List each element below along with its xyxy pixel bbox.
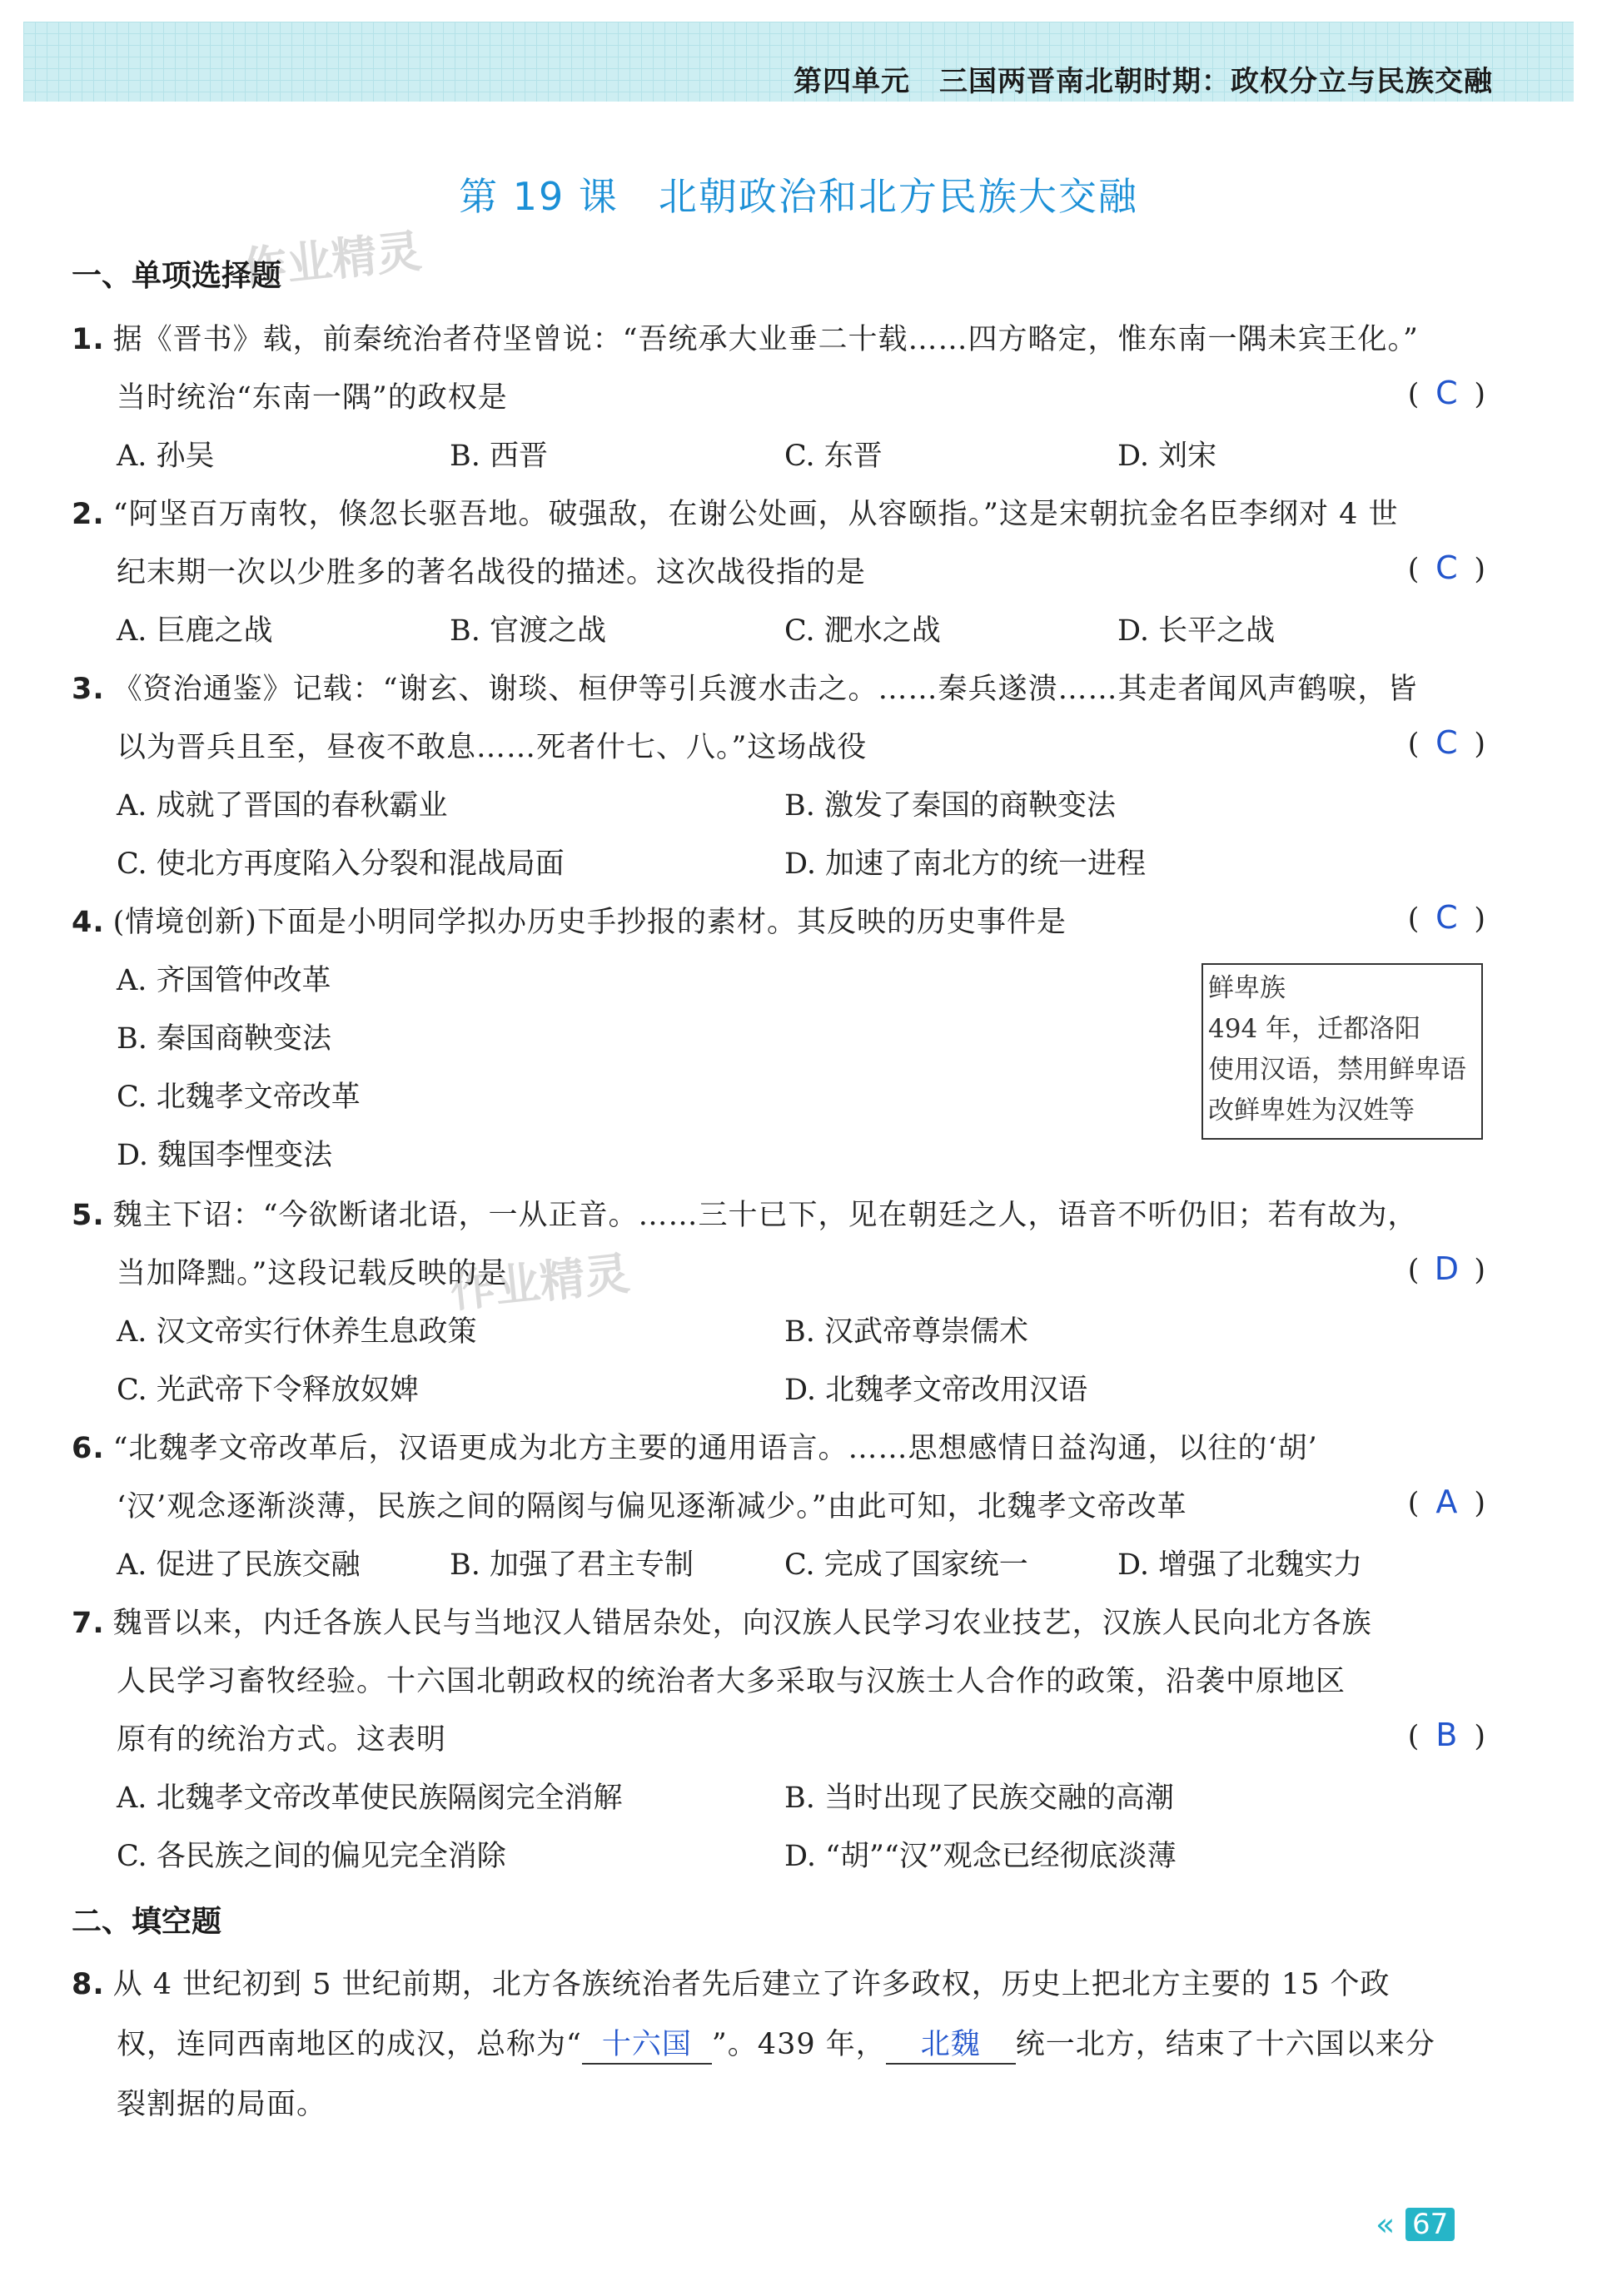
answer: C: [1435, 899, 1458, 936]
option: A. 促进了民族交融: [117, 1548, 361, 1582]
question-7-line: 原有的统治方式。这表明: [117, 1723, 447, 1757]
option: B. 加强了君主专制: [450, 1548, 694, 1582]
fill-blank: 北魏: [886, 2021, 1016, 2065]
option: D. 增强了北魏实力: [1117, 1548, 1363, 1582]
answer-paren: ( D ): [1407, 1250, 1485, 1287]
option: D. “胡”“汉”观念已经彻底淡薄: [784, 1840, 1177, 1873]
answer-paren: ( A ): [1407, 1483, 1485, 1520]
material-line: 494 年，迁都洛阳: [1208, 1014, 1421, 1044]
unit-title: 第四单元 三国两晋南北朝时期：政权分立与民族交融: [794, 65, 1493, 98]
question-2-line: 纪末期一次以少胜多的著名战役的描述。这次战役指的是: [117, 556, 867, 589]
watermark: 作业精灵: [239, 224, 425, 296]
option: C. 北魏孝文帝改革: [117, 1081, 361, 1114]
option: A. 汉文帝实行休养生息政策: [117, 1315, 477, 1349]
page-arrow-icon: «: [1376, 2206, 1396, 2243]
material-line: 改鲜卑姓为汉姓等: [1208, 1096, 1415, 1126]
option: D. 长平之战: [1117, 614, 1276, 648]
option: A. 北魏孝文帝改革使民族隔阂完全消解: [117, 1782, 623, 1815]
section-heading-fill: 二、填空题: [72, 1905, 222, 1939]
answer: B: [1435, 1717, 1458, 1753]
answer: A: [1435, 1483, 1458, 1520]
question-7-line: 7. 魏晋以来，内迁各族人民与当地汉人错居杂处，向汉族人民学习农业技艺，汉族人民向北方各族: [72, 1607, 1372, 1640]
option: D. 加速了南北方的统一进程: [784, 847, 1147, 881]
question-number: 6.: [72, 1432, 105, 1465]
fill-blank: 十六国: [582, 2021, 712, 2065]
answer-paren: ( B ): [1407, 1717, 1485, 1753]
question-number: 1.: [72, 323, 105, 356]
page-number: 67: [1405, 2208, 1455, 2241]
option: B. 激发了秦国的商鞅变法: [784, 789, 1116, 822]
option: A. 孙吴: [117, 440, 215, 473]
question-5-line: 当加降黜。”这段记载反映的是: [117, 1257, 508, 1290]
answer-paren: ( C ): [1407, 375, 1485, 411]
option: C. 淝水之战: [784, 614, 941, 648]
option: C. 东晋: [784, 440, 883, 473]
answer-paren: ( C ): [1407, 899, 1485, 936]
option: D. 北魏孝文帝改用汉语: [784, 1374, 1088, 1407]
lesson-title: 第 19 课 北朝政治和北方民族大交融: [459, 174, 1138, 219]
question-2-line: 2. “阿坚百万南牧，倏忽长驱吾地。破强敌，在谢公处画，从容颐指。”这是宋朝抗金名臣李纲对 4 世: [72, 498, 1399, 531]
material-line: 鲜卑族: [1208, 973, 1286, 1003]
option: C. 使北方再度陷入分裂和混战局面: [117, 847, 565, 881]
option: D. 刘宋: [1117, 440, 1217, 473]
question-number: 2.: [72, 498, 105, 531]
option: A. 巨鹿之战: [117, 614, 273, 648]
question-number: 3.: [72, 673, 105, 706]
question-number: 7.: [72, 1607, 105, 1640]
question-8-line: 裂割据的局面。: [117, 2088, 327, 2121]
option: A. 齐国管仲改革: [117, 964, 331, 997]
question-3-line: 以为晋兵且至，昼夜不敢息……死者什七、八。”这场战役: [117, 731, 868, 764]
question-number: 4.: [72, 906, 105, 939]
question-6-line: ‘汉’观念逐渐淡薄，民族之间的隔阂与偏见逐渐减少。”由此可知，北魏孝文帝改革: [117, 1490, 1187, 1523]
question-8-line: 权，连同西南地区的成汉，总称为“ 十六国 ”。439 年， 北魏 统一北方，结束了十六国以来分: [117, 2021, 1435, 2065]
question-8-line: 8. 从 4 世纪初到 5 世纪前期，北方各族统治者先后建立了许多政权，历史上把北方主要的 15 个政: [72, 1968, 1391, 2001]
option: B. 秦国商鞅变法: [117, 1022, 331, 1056]
answer: C: [1435, 549, 1458, 586]
question-4-line: 4. (情境创新)下面是小明同学拟办历史手抄报的素材。其反映的历史事件是: [72, 906, 1067, 939]
answer-paren: ( C ): [1407, 549, 1485, 586]
question-number: 5.: [72, 1199, 105, 1232]
material-line: 使用汉语，禁用鲜卑语: [1208, 1055, 1466, 1085]
option: B. 汉武帝尊崇儒术: [784, 1315, 1028, 1349]
option: C. 光武帝下令释放奴婢: [117, 1374, 419, 1407]
option: D. 魏国李悝变法: [117, 1139, 333, 1172]
question-1-line: 1. 据《晋书》载，前秦统治者苻坚曾说：“吾统承大业垂二十载……四方略定，惟东南一隅未宾王化。”: [72, 323, 1419, 356]
question-number: 8.: [72, 1968, 105, 2001]
answer-paren: ( C ): [1407, 724, 1485, 761]
section-heading-choice: 一、单项选择题: [72, 259, 282, 293]
answer: D: [1434, 1250, 1459, 1287]
answer: C: [1435, 724, 1458, 761]
question-1-line: 当时统治“东南一隅”的政权是: [117, 381, 508, 415]
question-7-line: 人民学习畜牧经验。十六国北朝政权的统治者大多采取与汉族士人合作的政策，沿袭中原地区: [117, 1665, 1346, 1698]
option: C. 各民族之间的偏见完全消除: [117, 1840, 506, 1873]
question-6-line: 6. “北魏孝文帝改革后，汉语更成为北方主要的通用语言。……思想感情日益沟通，以往的‘胡’: [72, 1432, 1318, 1465]
option: B. 西晋: [450, 440, 548, 473]
option: A. 成就了晋国的春秋霸业: [117, 789, 448, 822]
option: B. 官渡之战: [450, 614, 606, 648]
option: B. 当时出现了民族交融的高潮: [784, 1782, 1174, 1815]
watermark: 作业精灵: [447, 1246, 633, 1319]
question-3-line: 3. 《资治通鉴》记载：“谢玄、谢琰、桓伊等引兵渡水击之。……秦兵遂溃……其走者闻风声鹤唳，皆: [72, 673, 1418, 706]
material-box: [1201, 963, 1483, 1140]
question-5-line: 5. 魏主下诏：“今欲断诸北语，一从正音。……三十已下，见在朝廷之人，语音不听仍旧；若有故为，: [72, 1199, 1418, 1232]
option: C. 完成了国家统一: [784, 1548, 1028, 1582]
answer: C: [1435, 375, 1458, 411]
